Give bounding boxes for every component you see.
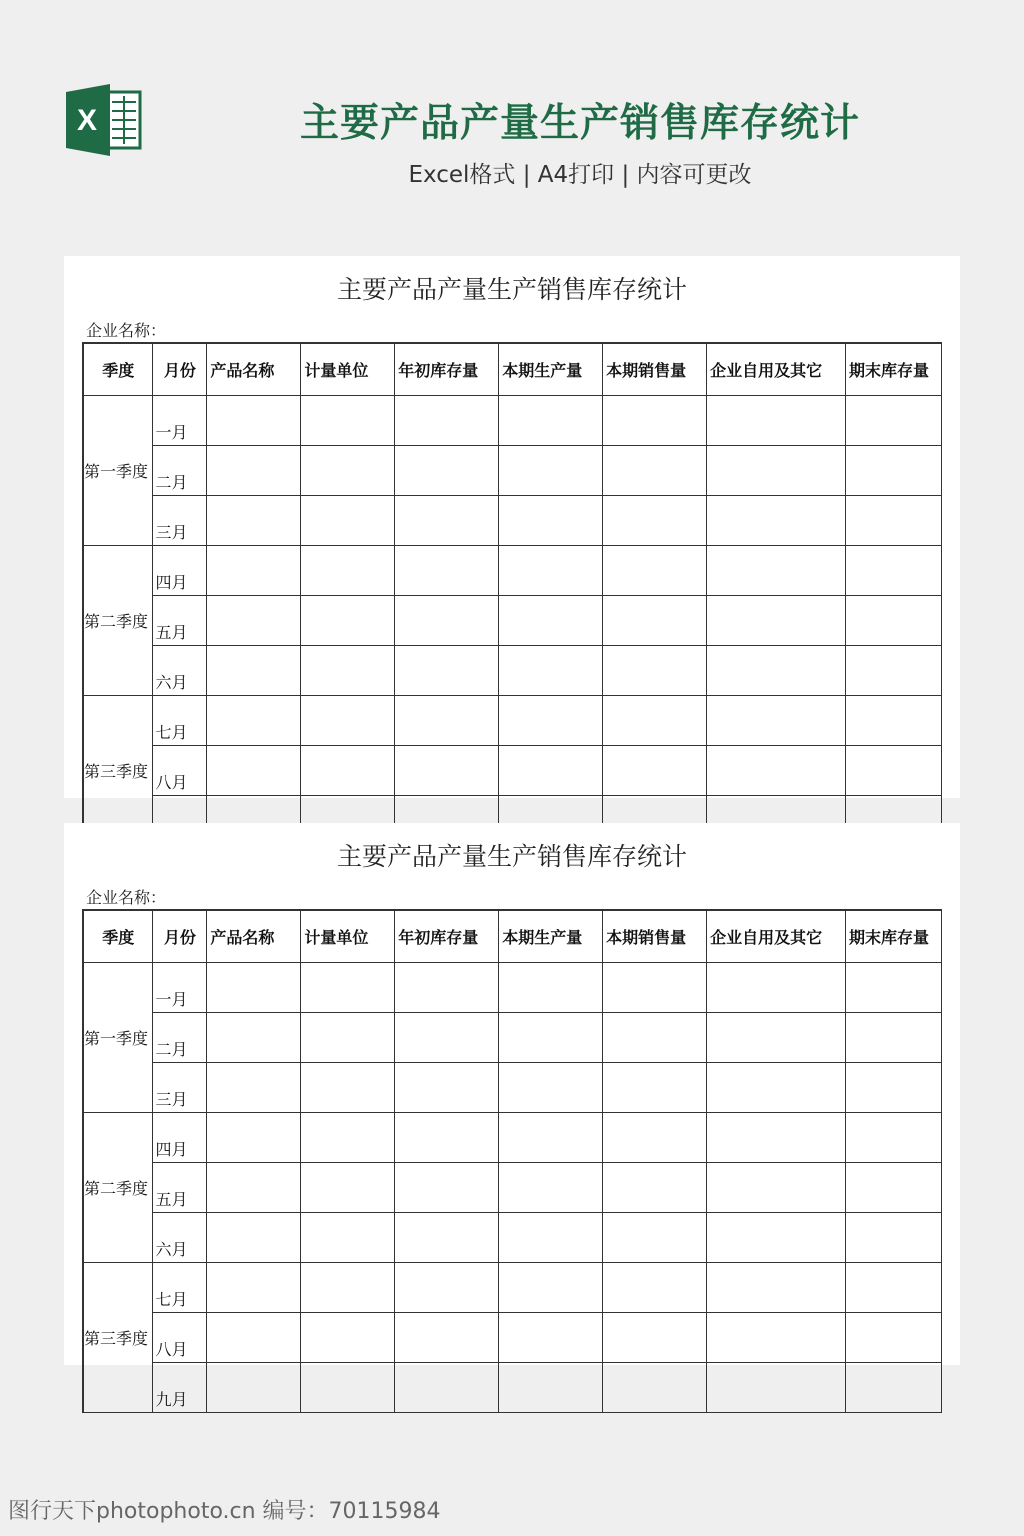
data-cell[interactable] (207, 545, 301, 595)
column-header: 计量单位 (301, 910, 395, 962)
data-cell[interactable] (207, 395, 301, 445)
table-row (83, 1212, 942, 1262)
month-cell: 四月 (153, 545, 207, 595)
data-cell[interactable] (846, 1012, 942, 1062)
data-cell[interactable] (499, 1262, 603, 1312)
quarter-cell: 第二季度 (83, 545, 153, 695)
data-cell[interactable] (395, 1212, 499, 1262)
month-cell: 一月 (153, 962, 207, 1012)
watermark: 图行天下photophoto.cn 编号：70115984 (8, 1499, 441, 1524)
table-row (83, 1162, 942, 1212)
table-row (83, 1362, 942, 1412)
data-cell[interactable] (603, 1012, 707, 1062)
data-cell[interactable] (499, 1162, 603, 1212)
data-cell[interactable] (499, 745, 603, 795)
data-cell[interactable] (603, 545, 707, 595)
data-cell[interactable] (207, 495, 301, 545)
data-cell[interactable] (846, 495, 942, 545)
data-cell[interactable] (499, 1312, 603, 1362)
data-cell[interactable] (207, 1312, 301, 1362)
data-cell[interactable] (301, 695, 395, 745)
data-cell[interactable] (207, 1212, 301, 1262)
data-cell[interactable] (603, 445, 707, 495)
table-header-row (83, 343, 942, 395)
data-cell[interactable] (499, 962, 603, 1012)
month-cell: 二月 (153, 445, 207, 495)
data-cell[interactable] (603, 695, 707, 745)
excel-icon (66, 84, 144, 156)
data-cell[interactable] (846, 645, 942, 695)
data-cell[interactable] (707, 1112, 846, 1162)
data-cell[interactable] (603, 1262, 707, 1312)
data-cell[interactable] (603, 1212, 707, 1262)
table-row (83, 595, 942, 645)
column-header: 产品名称 (207, 343, 301, 395)
sheet-title: 主要产品产量生产销售库存统计 (336, 275, 687, 304)
data-cell[interactable] (395, 595, 499, 645)
data-cell[interactable] (395, 1262, 499, 1312)
data-cell[interactable] (499, 495, 603, 545)
data-cell[interactable] (846, 545, 942, 595)
data-cell[interactable] (395, 1362, 499, 1412)
data-cell[interactable] (395, 962, 499, 1012)
table-row (83, 1012, 942, 1062)
column-header: 本期销售量 (603, 343, 707, 395)
data-cell[interactable] (603, 745, 707, 795)
data-cell[interactable] (301, 645, 395, 695)
page-subtitle: Excel格式 | A4打印 | 内容可更改 (408, 162, 752, 188)
data-cell[interactable] (499, 645, 603, 695)
data-cell[interactable] (207, 745, 301, 795)
data-cell[interactable] (395, 745, 499, 795)
company-name-label: 企业名称： (86, 321, 167, 340)
column-header: 月份 (153, 343, 207, 395)
data-cell[interactable] (301, 1262, 395, 1312)
data-cell[interactable] (301, 545, 395, 595)
quarter-cell: 第二季度 (83, 1112, 153, 1262)
column-header: 期末库存量 (846, 343, 942, 395)
data-cell[interactable] (846, 1162, 942, 1212)
table-row (83, 1062, 942, 1112)
column-header: 企业自用及其它 (707, 343, 846, 395)
table-row (83, 962, 942, 1012)
data-cell[interactable] (707, 395, 846, 445)
data-cell[interactable] (499, 395, 603, 445)
data-cell[interactable] (499, 445, 603, 495)
data-cell[interactable] (846, 745, 942, 795)
data-cell[interactable] (603, 495, 707, 545)
data-cell[interactable] (207, 595, 301, 645)
data-cell[interactable] (499, 1012, 603, 1062)
table-row (83, 495, 942, 545)
table-row (83, 395, 942, 445)
data-cell[interactable] (846, 1312, 942, 1362)
page-title: 主要产品产量生产销售库存统计 (299, 101, 860, 146)
data-cell[interactable] (301, 962, 395, 1012)
table-row (83, 545, 942, 595)
data-cell[interactable] (707, 1312, 846, 1362)
table-row (83, 1262, 942, 1312)
data-cell[interactable] (207, 1262, 301, 1312)
table-header-row (83, 910, 942, 962)
data-cell[interactable] (707, 445, 846, 495)
month-cell: 四月 (153, 1112, 207, 1162)
data-cell[interactable] (846, 445, 942, 495)
data-cell[interactable] (846, 1362, 942, 1412)
data-cell[interactable] (707, 1212, 846, 1262)
data-cell[interactable] (301, 1162, 395, 1212)
excel-logo-letter: X (76, 104, 98, 137)
data-cell[interactable] (499, 1112, 603, 1162)
column-header: 本期生产量 (499, 910, 603, 962)
data-cell[interactable] (395, 695, 499, 745)
data-cell[interactable] (707, 595, 846, 645)
data-cell[interactable] (846, 1062, 942, 1112)
quarter-cell: 第一季度 (83, 395, 153, 545)
sheet-preview-2 (64, 823, 960, 1409)
data-cell[interactable] (707, 962, 846, 1012)
data-cell[interactable] (395, 1012, 499, 1062)
sheet-preview-1 (64, 256, 960, 798)
column-header: 计量单位 (301, 343, 395, 395)
data-cell[interactable] (499, 1212, 603, 1262)
data-cell[interactable] (603, 645, 707, 695)
column-header: 年初库存量 (395, 910, 499, 962)
sheet-title: 主要产品产量生产销售库存统计 (336, 842, 687, 871)
data-cell[interactable] (707, 495, 846, 545)
month-cell: 三月 (153, 495, 207, 545)
data-cell[interactable] (846, 962, 942, 1012)
data-cell[interactable] (301, 745, 395, 795)
data-cell[interactable] (207, 1062, 301, 1112)
data-cell[interactable] (395, 1312, 499, 1362)
data-cell[interactable] (301, 1112, 395, 1162)
month-cell: 八月 (153, 745, 207, 795)
table-row (83, 445, 942, 495)
data-cell[interactable] (707, 1362, 846, 1412)
data-cell[interactable] (207, 645, 301, 695)
data-cell[interactable] (207, 1012, 301, 1062)
column-header: 本期销售量 (603, 910, 707, 962)
data-cell[interactable] (603, 962, 707, 1012)
table-row (83, 645, 942, 695)
month-cell: 二月 (153, 1012, 207, 1062)
data-cell[interactable] (603, 1362, 707, 1412)
data-cell[interactable] (395, 545, 499, 595)
column-header: 本期生产量 (499, 343, 603, 395)
data-cell[interactable] (846, 1112, 942, 1162)
data-cell[interactable] (301, 595, 395, 645)
table-row (83, 1312, 942, 1362)
data-cell[interactable] (603, 1312, 707, 1362)
data-cell[interactable] (301, 1362, 395, 1412)
data-cell[interactable] (207, 1362, 301, 1412)
data-cell[interactable] (301, 445, 395, 495)
data-cell[interactable] (395, 1062, 499, 1112)
data-cell[interactable] (707, 645, 846, 695)
column-header: 期末库存量 (846, 910, 942, 962)
data-cell[interactable] (301, 1312, 395, 1362)
column-header: 产品名称 (207, 910, 301, 962)
column-header: 月份 (153, 910, 207, 962)
data-cell[interactable] (707, 545, 846, 595)
data-cell[interactable] (603, 1162, 707, 1212)
data-cell[interactable] (499, 695, 603, 745)
data-cell[interactable] (301, 1012, 395, 1062)
company-name-label: 企业名称： (86, 888, 167, 907)
statistics-table (82, 342, 942, 846)
data-cell[interactable] (395, 445, 499, 495)
column-header: 季度 (83, 343, 153, 395)
table-row (83, 745, 942, 795)
sheet-table-wrap (82, 342, 942, 792)
month-cell: 七月 (153, 695, 207, 745)
data-cell[interactable] (603, 1112, 707, 1162)
data-cell[interactable] (395, 395, 499, 445)
data-cell[interactable] (846, 395, 942, 445)
month-cell: 一月 (153, 395, 207, 445)
data-cell[interactable] (846, 1212, 942, 1262)
data-cell[interactable] (707, 1012, 846, 1062)
month-cell: 三月 (153, 1062, 207, 1112)
month-cell: 六月 (153, 645, 207, 695)
table-row (83, 1112, 942, 1162)
data-cell[interactable] (603, 395, 707, 445)
data-cell[interactable] (499, 595, 603, 645)
column-header: 企业自用及其它 (707, 910, 846, 962)
month-cell: 七月 (153, 1262, 207, 1312)
data-cell[interactable] (603, 595, 707, 645)
data-cell[interactable] (707, 1062, 846, 1112)
data-cell[interactable] (395, 1162, 499, 1212)
table-row (83, 695, 942, 745)
column-header: 季度 (83, 910, 153, 962)
data-cell[interactable] (207, 1112, 301, 1162)
statistics-table (82, 909, 942, 1413)
data-cell[interactable] (207, 695, 301, 745)
data-cell[interactable] (301, 1212, 395, 1262)
data-cell[interactable] (707, 1262, 846, 1312)
data-cell[interactable] (395, 1112, 499, 1162)
month-cell: 八月 (153, 1312, 207, 1362)
data-cell[interactable] (707, 695, 846, 745)
data-cell[interactable] (846, 595, 942, 645)
month-cell: 九月 (153, 1362, 207, 1412)
quarter-cell: 第三季度 (83, 695, 153, 845)
month-cell: 五月 (153, 595, 207, 645)
data-cell[interactable] (395, 495, 499, 545)
data-cell[interactable] (846, 1262, 942, 1312)
data-cell[interactable] (207, 445, 301, 495)
quarter-cell: 第三季度 (83, 1262, 153, 1412)
data-cell[interactable] (301, 1062, 395, 1112)
data-cell[interactable] (395, 645, 499, 695)
data-cell[interactable] (707, 745, 846, 795)
data-cell[interactable] (707, 1162, 846, 1212)
month-cell: 六月 (153, 1212, 207, 1262)
data-cell[interactable] (499, 1362, 603, 1412)
sheet-table-wrap (82, 909, 942, 1409)
quarter-cell: 第一季度 (83, 962, 153, 1112)
data-cell[interactable] (207, 1162, 301, 1212)
data-cell[interactable] (846, 695, 942, 745)
column-header: 年初库存量 (395, 343, 499, 395)
data-cell[interactable] (301, 495, 395, 545)
month-cell: 五月 (153, 1162, 207, 1212)
data-cell[interactable] (301, 395, 395, 445)
data-cell[interactable] (207, 962, 301, 1012)
data-cell[interactable] (499, 545, 603, 595)
data-cell[interactable] (499, 1062, 603, 1112)
data-cell[interactable] (603, 1062, 707, 1112)
